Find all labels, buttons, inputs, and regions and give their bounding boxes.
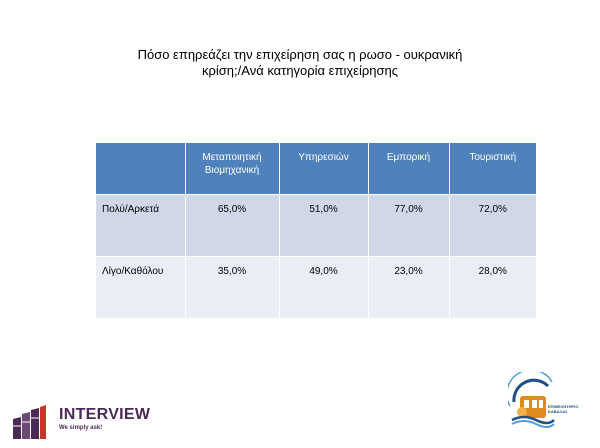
table-cell: 49,0% [279,256,368,318]
page-title [100,47,500,79]
table-row [96,194,536,256]
table-cell: 51,0% [279,194,368,256]
table-header-row [96,143,536,194]
chamber-name-line1: ΕΠΙΜΕΛΗΤΗΡΙΟ [548,404,579,409]
header-commercial: Εμπορική [368,143,449,194]
row-label: Λίγο/Καθόλου [96,256,185,318]
table-cell: 65,0% [185,194,279,256]
table-row [96,256,536,318]
interview-logo [11,405,171,441]
bar-chart-icon [11,405,51,439]
row-label: Πολύ/Αρκετά [96,194,185,256]
interview-slogan: We simply ask! [59,425,103,431]
header-tourism: Τουριστική [449,143,536,194]
table-cell: 77,0% [368,194,449,256]
results-table [96,143,536,318]
header-manufacturing-line2: Βιομηχανική [204,165,260,176]
header-corner [96,143,185,194]
table-cell: 23,0% [368,256,449,318]
interview-wordmark: INTERVIEW [59,406,151,423]
header-services: Υπηρεσιών [279,143,368,194]
header-manufacturing [185,143,279,194]
table-cell: 72,0% [449,194,536,256]
title-line-1: Πόσο επηρεάζει την επιχείρηση σας η ρωσο - ουκρανική [137,47,463,62]
chamber-logo [508,372,584,432]
chamber-name [548,404,578,414]
table-cell: 28,0% [449,256,536,318]
chamber-emblem-icon [508,372,556,428]
table-cell: 35,0% [185,256,279,318]
title-line-2: κρίση;/Ανά κατηγορία επιχείρησης [202,63,398,78]
chamber-name-line2: ΚΑΒΑΛΑΣ [548,409,568,414]
header-manufacturing-line1: Μεταποιητική [202,152,262,163]
